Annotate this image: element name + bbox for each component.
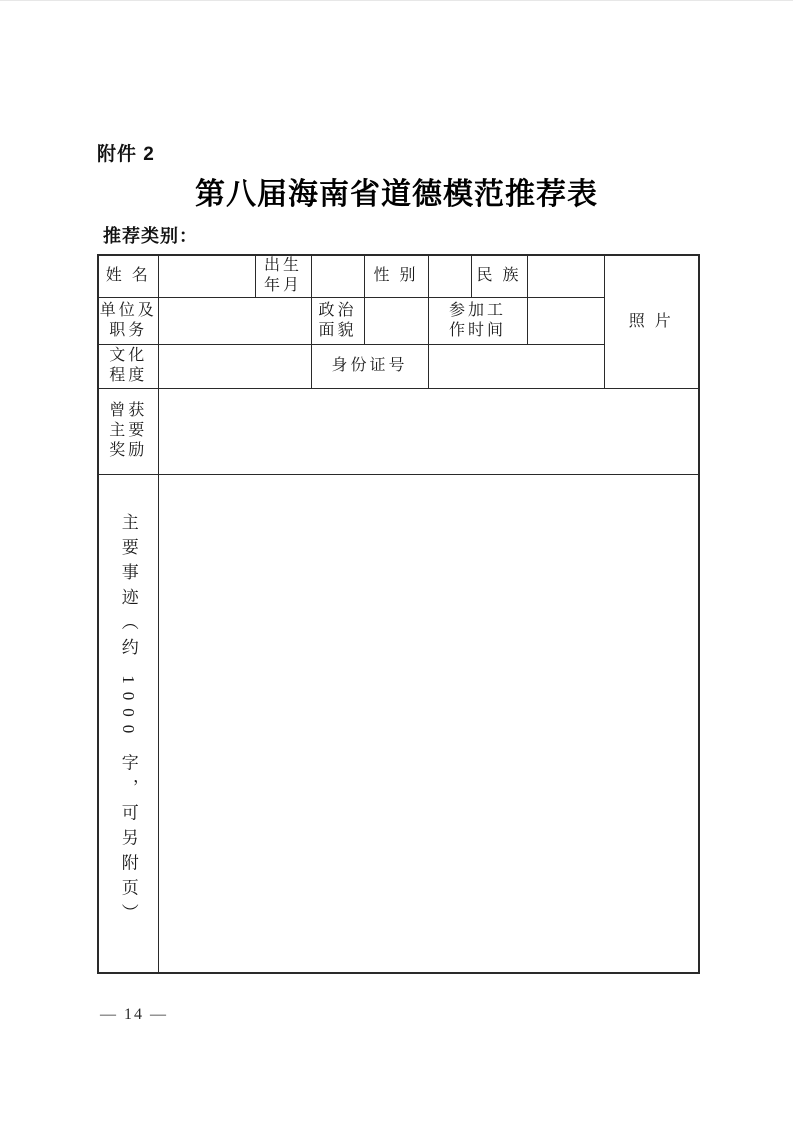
ethnicity-label-cell — [471, 255, 527, 297]
photo-label: 照 片 — [628, 312, 674, 330]
gender-label: 性 别 — [373, 267, 419, 285]
education-label-line2: 程度 — [109, 367, 148, 384]
education-value-cell — [158, 344, 311, 388]
ethnicity-value-cell — [527, 255, 604, 297]
awards-value-cell — [158, 388, 699, 474]
recommendation-form-table — [97, 254, 700, 974]
name-label-cell — [98, 255, 158, 297]
awards-label-line2: 主要 — [109, 422, 148, 439]
gender-value-cell — [428, 255, 471, 297]
birth-label-line1: 出生 — [263, 257, 302, 275]
id-number-label-cell — [311, 344, 428, 388]
id-number-label: 身份证号 — [331, 357, 408, 374]
gender-label-cell — [364, 255, 428, 297]
political-value-cell — [364, 297, 428, 344]
unit-label-line2: 职务 — [109, 321, 148, 339]
page-title: 第八届海南省道德模范推荐表 — [195, 178, 598, 211]
political-label-line2: 面貌 — [318, 321, 357, 339]
page-number: — 14 — — [100, 1006, 168, 1023]
category-label: 推荐类别： — [103, 226, 198, 246]
education-label-cell — [98, 344, 158, 388]
education-label-line1: 文化 — [109, 347, 148, 364]
attachment-label: 附件 2 — [97, 144, 155, 165]
deeds-value-cell — [158, 474, 699, 973]
unit-label-cell — [98, 297, 158, 344]
awards-label-cell — [98, 388, 158, 474]
work-start-label-line2: 作时间 — [448, 321, 506, 339]
unit-value-cell — [158, 297, 311, 344]
name-label: 姓 名 — [105, 267, 151, 285]
name-value-cell — [158, 255, 255, 297]
work-start-label-cell — [428, 297, 527, 344]
deeds-label-cell — [98, 474, 158, 973]
birth-label-cell — [255, 255, 311, 297]
birth-label-line2: 年月 — [263, 277, 302, 295]
unit-label-line1: 单位及 — [99, 301, 157, 319]
deeds-label: 主要事迹（约 1000 字，可另附页） — [118, 512, 138, 928]
awards-label-line3: 奖励 — [109, 442, 148, 459]
ethnicity-label: 民 族 — [476, 267, 522, 285]
awards-label-line1: 曾获 — [109, 402, 148, 419]
id-number-value-cell — [428, 344, 604, 388]
work-start-value-cell — [527, 297, 604, 344]
photo-cell — [604, 255, 699, 388]
political-label-line1: 政治 — [318, 301, 357, 319]
political-label-cell — [311, 297, 364, 344]
birth-value-cell — [311, 255, 364, 297]
work-start-label-line1: 参加工 — [448, 301, 506, 319]
